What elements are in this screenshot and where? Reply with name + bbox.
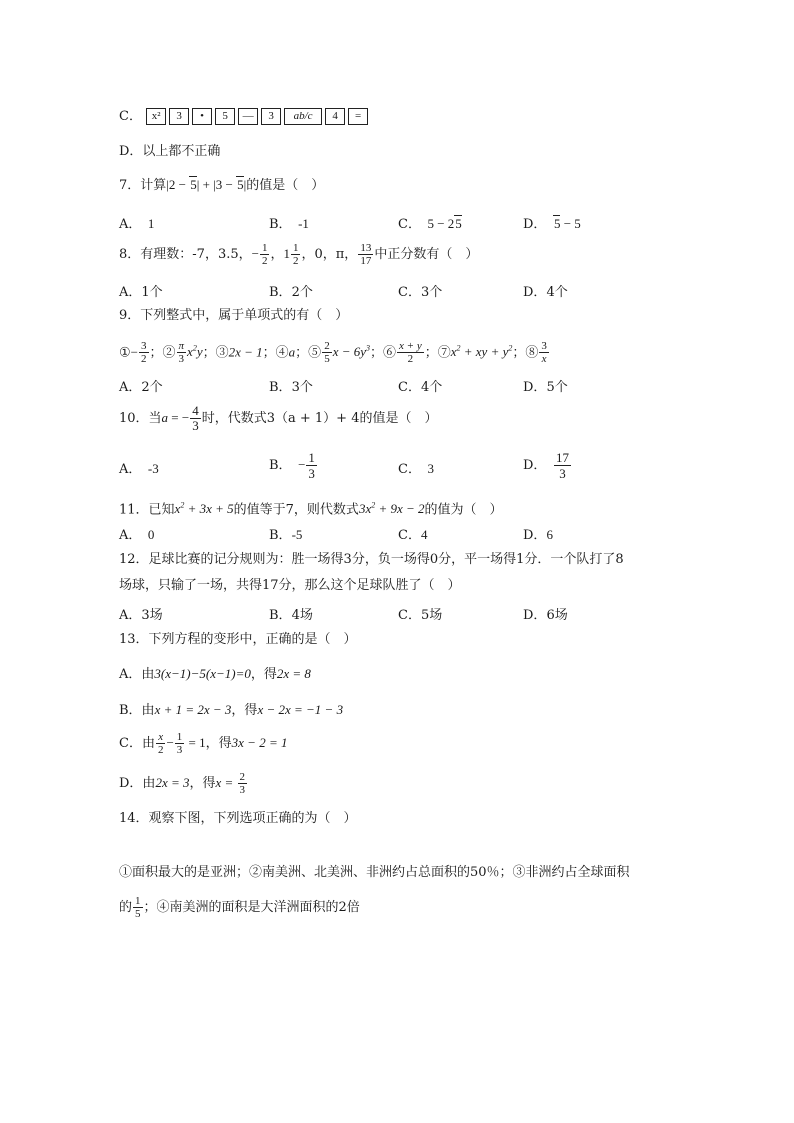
q7-option-c: C． 5 − 25 bbox=[398, 216, 462, 232]
calculator-key: 3 bbox=[261, 108, 281, 125]
calculator-key: x² bbox=[146, 108, 166, 125]
q6-option-c-label: C． bbox=[119, 109, 142, 124]
q12-stem-line-2: 场球，只输了一场，共得17分，那么这个足球队胜了（ ） bbox=[119, 578, 461, 593]
q11-option-d: D．6 bbox=[523, 527, 553, 543]
q13-option-a: A．由3(x−1)−5(x−1)=0，得2x = 8 bbox=[119, 666, 311, 682]
q10-stem: 10．当a = − $\frac{4}{3}$ 时，代数式3（a + 1）+ 4的值是（ ） bbox=[119, 403, 438, 433]
q12-option-b: B．4场 bbox=[269, 608, 313, 623]
q9-option-a: A．2个 bbox=[119, 380, 163, 395]
q9-items: ①− $\frac{3}{2}$ ；② $\frac{\pi}{3}$ $x^2y$；③2x − 1；④a；⑤ $\frac{2}{5}$ $x - 6y^3$；⑥ $\frac{x + y}{2}$ ；$⑦x^2$ + xy + $y^2$；⑧ $\frac{3}{x}$ bbox=[119, 340, 547, 366]
q12-option-d: D．6场 bbox=[523, 608, 568, 623]
q10-option-b: B． − $\frac{1}{3}$ bbox=[269, 450, 315, 481]
calculator-key: • bbox=[192, 108, 212, 125]
calculator-key-sequence bbox=[146, 109, 371, 124]
q8-option-a: A．1个 bbox=[119, 285, 163, 300]
q8-option-d: D．4个 bbox=[523, 285, 568, 300]
q8-option-b: B．2个 bbox=[269, 285, 313, 300]
q13-stem: 13．下列方程的变形中，正确的是（ ） bbox=[119, 632, 357, 647]
q11-option-c: C．4 bbox=[398, 527, 428, 543]
q9-option-d: D．5个 bbox=[523, 380, 568, 395]
q12-option-a: A．3场 bbox=[119, 608, 163, 623]
calculator-key: 3 bbox=[169, 108, 189, 125]
q11-stem: 11．已知$x^2 + 3x + 5$的值等于7，则代数式$3x^2 + 9x - 2$的值为（ ） bbox=[119, 501, 503, 518]
calculator-key: = bbox=[348, 108, 368, 125]
q9-stem: 9．下列整式中，属于单项式的有（ ） bbox=[119, 308, 349, 323]
calculator-key: — bbox=[238, 108, 258, 125]
q7-option-b: B． -1 bbox=[269, 216, 309, 232]
calculator-key: 5 bbox=[215, 108, 235, 125]
q14-stem: 14．观察下图，下列选项正确的为（ ） bbox=[119, 811, 357, 826]
q14-statement-line-1: ①面积最大的是亚洲；②南美洲、北美洲、非洲约占总面积的50％；③非洲约占全球面积 bbox=[119, 865, 630, 880]
q11-option-b: B．-5 bbox=[269, 527, 303, 543]
q10-option-c: C． 3 bbox=[398, 461, 434, 477]
q14-statement-line-2: 的 $\frac{1}{5}$ ；④南美洲的面积是大洋洲面积的2倍 bbox=[119, 895, 360, 920]
q13-option-c: C．由 $\frac{x}{2}$ − $\frac{1}{3}$ = 1，得3x − 2 = 1 bbox=[119, 731, 288, 756]
q6-option-c bbox=[119, 108, 371, 126]
q10-option-d: D． $\frac{17}{3}$ bbox=[523, 450, 569, 481]
q6-option-d: D．以上都不正确 bbox=[119, 144, 221, 159]
q8-option-c: C．3个 bbox=[398, 285, 443, 300]
q7-stem: 7．计算|2 − 5| + |3 − 5|的值是（ ） bbox=[119, 177, 325, 193]
calculator-key: ab/c bbox=[284, 108, 322, 125]
q8-stem: 8．有理数：-7，3.5，− $\frac{1}{2}$ ，1 $\frac{1}{2}$ ，0，π， $\frac{13}{17}$ 中正分数有（ ） bbox=[119, 242, 479, 267]
q11-option-a: A． 0 bbox=[119, 527, 155, 543]
q10-option-a: A． -3 bbox=[119, 461, 159, 477]
q9-option-b: B．3个 bbox=[269, 380, 313, 395]
calculator-key: 4 bbox=[325, 108, 345, 125]
q7-option-a: A． 1 bbox=[119, 216, 155, 232]
q7-abs-1: |2 − 5| bbox=[166, 177, 200, 192]
q7-abs-2: |3 − 5| bbox=[213, 177, 247, 192]
q9-option-c: C．4个 bbox=[398, 380, 443, 395]
q13-option-b: B．由x + 1 = 2x − 3，得x − 2x = −1 − 3 bbox=[119, 702, 344, 718]
q12-option-c: C．5场 bbox=[398, 608, 443, 623]
q13-option-d: D．由2x = 3，得x = $\frac{2}{3}$ bbox=[119, 771, 246, 796]
q7-option-d: D． 5 − 5 bbox=[523, 216, 581, 232]
q12-stem-line-1: 12．足球比赛的记分规则为：胜一场得3分，负一场得0分，平一场得1分．一个队打了8 bbox=[119, 552, 624, 567]
